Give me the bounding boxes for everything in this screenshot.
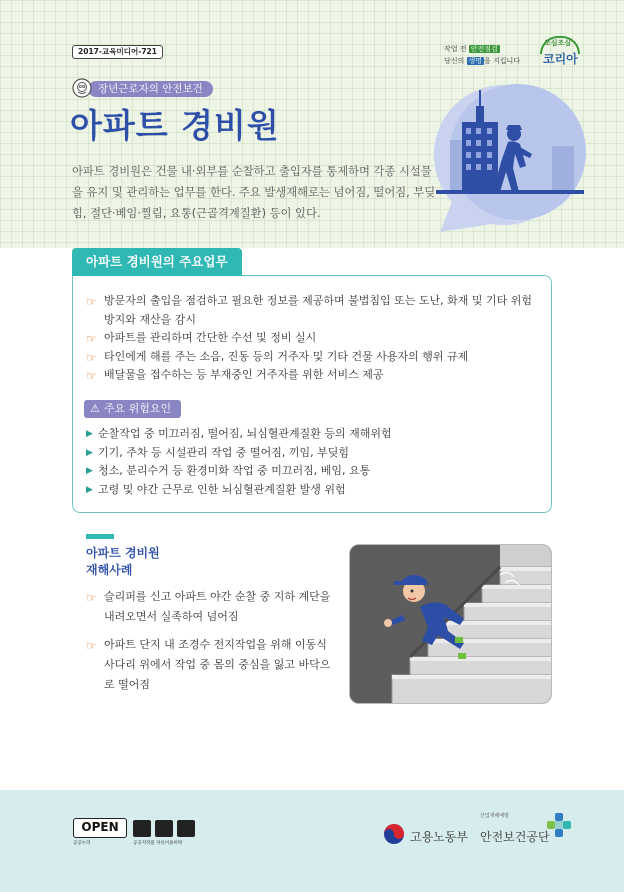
safety-korea-logo: 조심조심 코리아 [540, 36, 584, 70]
pointing-hand-icon: ☞ [86, 295, 97, 309]
pointing-hand-icon: ☞ [86, 591, 97, 605]
case-item: ☞ 아파트 단지 내 조경수 전지작업을 위해 이동식 사다리 위에서 작업 중 몸의 중심을 잃고 바닥으로 떨어짐 [86, 638, 331, 691]
case-list [86, 587, 340, 703]
open-sub-label: 공공누리 [73, 841, 91, 846]
risk-item: ▶ 순찰작업 중 미끄러짐, 떨어짐, 뇌심혈관계질환 등의 재해위험 [86, 425, 546, 444]
warning-icon: ⚠ [90, 402, 100, 415]
pointing-hand-icon: ☞ [86, 639, 97, 653]
security-guard-illustration [432, 82, 590, 232]
page-title: 아파트 경비원 [70, 106, 280, 145]
duty-item: ☞ 배달물을 접수하는 등 부재중인 거주자를 위한 서비스 제공 [86, 366, 546, 385]
brand-slogan-line1: 작업 전 안전점검 [444, 45, 498, 53]
noncommercial-icon [155, 820, 173, 837]
duties-heading: 아파트 경비원의 주요업무 [72, 248, 242, 276]
case-title: 아파트 경비원 재해사례 [86, 546, 160, 577]
risk-item: ▶ 기기, 주차 등 시설관리 작업 중 떨어짐, 끼임, 부딪힘 [86, 444, 546, 463]
risk-heading: ⚠ 주요 위험요인 [84, 400, 181, 418]
elderly-worker-icon [72, 78, 92, 98]
case-item: ☞ 슬리퍼를 신고 아파트 야간 순찰 중 지하 계단을 내려오면서 실족하여 넘어짐 [86, 590, 331, 623]
pointing-hand-icon: ☞ [86, 369, 97, 383]
kosha-cross-icon [546, 812, 572, 838]
open-license-label: 공공저작물 자유이용허락 [133, 841, 183, 846]
series-pill: 장년근로자의 안전보건 [88, 81, 213, 97]
brand-slogan-line2: 당신의 생명 을 지킵니다 [444, 57, 521, 65]
stair-fall-illustration [349, 544, 552, 704]
taegeuk-emblem-icon [382, 822, 406, 846]
triangle-right-icon: ▶ [86, 429, 93, 439]
duty-item: ☞ 타인에게 해를 주는 소음, 진동 등의 거주자 및 기타 건물 사용자의 행위 규제 [86, 348, 546, 367]
pointing-hand-icon: ☞ [86, 350, 97, 365]
campaign-brand [444, 36, 584, 70]
triangle-right-icon: ▶ [86, 484, 93, 495]
document-code: 2017-교육미디어-721 [72, 45, 163, 59]
no-derivatives-icon [177, 820, 195, 837]
risk-item: ▶ 청소, 분리수거 등 환경미화 작업 중 미끄러짐, 베임, 요통 [86, 462, 546, 481]
case-accent-bar [86, 534, 114, 539]
duty-item: ☞ 아파트를 관리하며 간단한 수선 및 정비 실시 [86, 329, 546, 348]
open-logo: OPEN [73, 818, 127, 838]
triangle-right-icon: ▶ [86, 466, 93, 477]
triangle-right-icon: ▶ [86, 447, 93, 458]
risk-list [86, 425, 546, 499]
duty-list [86, 292, 546, 385]
duty-item: ☞ 방문자의 출입을 점검하고 필요한 정보를 제공하며 불법침입 또는 도난, 화재 및 기타 위험 방지와 재산을 감시 [86, 294, 532, 326]
attribution-icon [133, 820, 151, 837]
kogl-open-license [73, 818, 201, 846]
risk-item: ▶ 고령 및 야간 근무로 인한 뇌심혈관계질환 발생 위험 [86, 481, 546, 500]
intro-text: 아파트 경비원은 건물 내·외부를 순찰하고 출입자를 통제하며 각종 시설물을 유지 및 관리하는 업무를 한다. 주요 발생재해로는 넘어짐, 떨어짐, 부딪힘, 절단·베임·찔림, 요통(근골격계질환) 등이 있다. [72, 165, 436, 220]
pointing-hand-icon: ☞ [86, 332, 97, 346]
kosha-logo: 산업재해예방 안전보건공단 [478, 812, 578, 848]
